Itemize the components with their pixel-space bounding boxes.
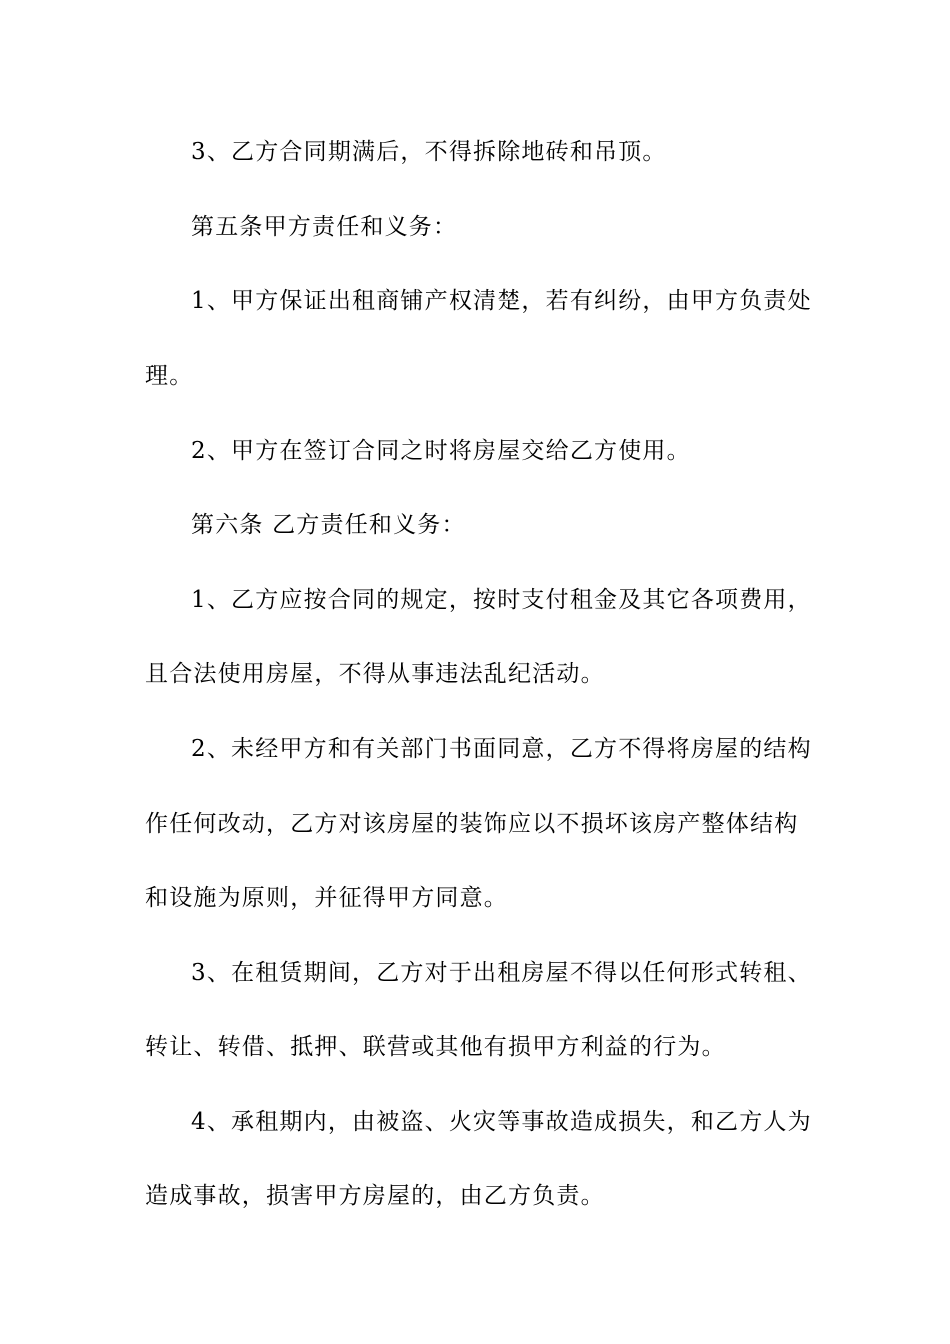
article-5-heading: 第五条甲方责任和义务：: [191, 214, 458, 240]
article-5-clause-2: 2、甲方在签订合同之时将房屋交给乙方使用。: [191, 438, 691, 464]
article-6-heading: 第六条 乙方责任和义务：: [191, 512, 466, 538]
article-6-clause-1-line-2: 且合法使用房屋，不得从事违法乱纪活动。: [145, 661, 605, 687]
article-5-clause-1-line-2: 理。: [145, 363, 194, 389]
clause-3-end-contract: 3、乙方合同期满后，不得拆除地砖和吊顶。: [191, 139, 667, 165]
article-6-clause-3-line-2: 转让、转借、抵押、联营或其他有损甲方利益的行为。: [145, 1034, 726, 1060]
article-6-clause-2-line-2: 作任何改动，乙方对该房屋的装饰应以不损坏该房产整体结构: [145, 811, 799, 837]
article-5-clause-1-line-1: 1、甲方保证出租商铺产权清楚，若有纠纷，由甲方负责处: [191, 288, 812, 314]
article-6-clause-3-line-1: 3、在租赁期间，乙方对于出租房屋不得以任何形式转租、: [191, 960, 812, 986]
article-6-clause-4-line-2: 造成事故，损害甲方房屋的，由乙方负责。: [145, 1183, 605, 1209]
article-6-clause-1-line-1: 1、乙方应按合同的规定，按时支付租金及其它各项费用，: [191, 587, 812, 613]
article-6-clause-2-line-3: 和设施为原则，并征得甲方同意。: [145, 885, 508, 911]
article-6-clause-2-line-1: 2、未经甲方和有关部门书面同意，乙方不得将房屋的结构: [191, 736, 812, 762]
article-6-clause-4-line-1: 4、承租期内，由被盗、火灾等事故造成损失，和乙方人为: [191, 1109, 812, 1135]
